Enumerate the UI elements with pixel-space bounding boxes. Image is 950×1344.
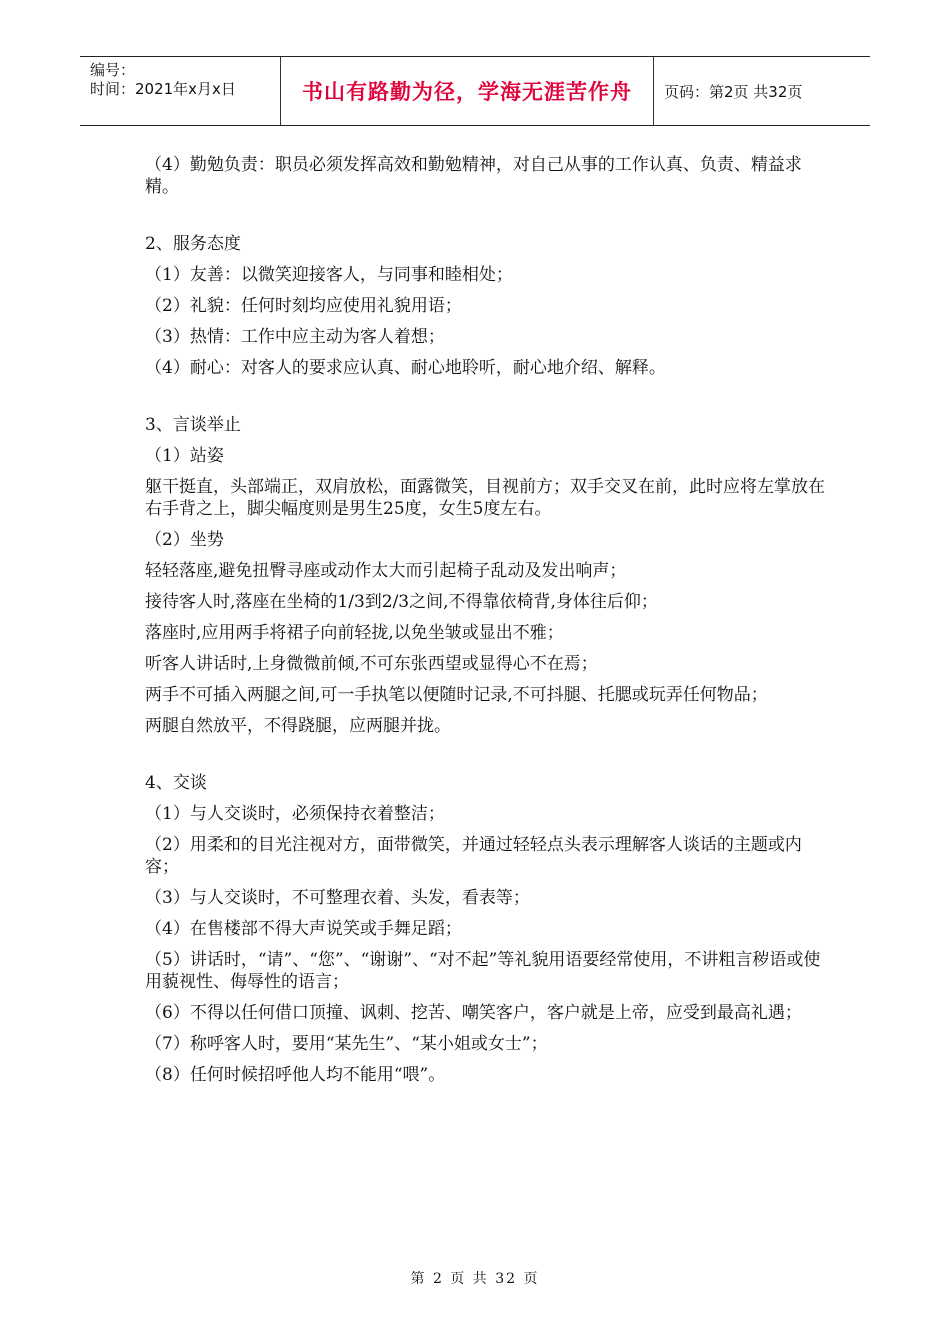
paragraph: （4）在售楼部不得大声说笑或手舞足蹈； — [145, 919, 462, 939]
paragraph: 躯干挺直，头部端正，双肩放松，面露微笑，目视前方；双手交叉在前，此时应将左掌放在右手背之上，脚尖幅度则是男生25度，女生5度左右。 — [145, 477, 825, 519]
subheading: （1）站姿 — [145, 446, 224, 466]
paragraph: （2）礼貌：任何时刻均应使用礼貌用语； — [145, 296, 462, 316]
paragraph: 接待客人时,落座在坐椅的1/3到2/3之间,不得靠依椅背,身体往后仰； — [145, 592, 658, 612]
paragraph: 两手不可插入两腿之间,可一手执笔以便随时记录,不可抖腿、托腮或玩弄任何物品； — [145, 685, 768, 705]
paragraph: 听客人讲话时,上身微微前倾,不可东张西望或显得心不在焉； — [145, 654, 598, 674]
motto-text: 书山有路勤为径，学海无涯苦作舟 — [302, 80, 632, 104]
header-page-info: 页码：第2页 共32页 — [664, 82, 803, 101]
page-footer: 第 2 页 共 32 页 — [410, 1271, 540, 1287]
section-heading: 2、服务态度 — [145, 234, 241, 254]
paragraph: 落座时,应用两手将裙子向前轻拢,以免坐皱或显出不雅； — [145, 623, 564, 643]
paragraph: （5）讲话时，“请”、“您”、“谢谢”、“对不起”等礼貌用语要经常使用，不讲粗言秽语或使用藐视性、侮辱性的语言； — [145, 950, 821, 992]
paragraph: （4）勤勉负责：职员必须发挥高效和勤勉精神，对自己从事的工作认真、负责、精益求精。 — [145, 155, 802, 197]
time-label: 时间：2021年x月x日 — [90, 80, 236, 98]
paragraph: （2）用柔和的目光注视对方，面带微笑，并通过轻轻点头表示理解客人谈话的主题或内容； — [145, 835, 802, 877]
paragraph: （7）称呼客人时，要用“某先生”、“某小姐或女士”； — [145, 1034, 548, 1054]
page-header — [80, 56, 870, 126]
paragraph: （3）热情：工作中应主动为客人着想； — [145, 327, 445, 347]
paragraph: （1）与人交谈时，必须保持衣着整洁； — [145, 804, 445, 824]
section-heading: 4、交谈 — [145, 773, 207, 793]
subheading: （2）坐势 — [145, 530, 224, 550]
paragraph: （1）友善：以微笑迎接客人，与同事和睦相处； — [145, 265, 513, 285]
paragraph: 轻轻落座,避免扭臀寻座或动作太大而引起椅子乱动及发出响声； — [145, 561, 627, 581]
header-motto — [281, 57, 654, 125]
paragraph: 两腿自然放平，不得跷腿，应两腿并拢。 — [145, 716, 451, 736]
paragraph: （8）任何时候招呼他人均不能用“喂”。 — [145, 1065, 446, 1085]
section-heading: 3、言谈举止 — [145, 415, 241, 435]
paragraph: （4）耐心：对客人的要求应认真、耐心地聆听，耐心地介绍、解释。 — [145, 358, 666, 378]
number-label: 编号： — [90, 61, 136, 79]
paragraph: （3）与人交谈时，不可整理衣着、头发，看表等； — [145, 888, 530, 908]
header-meta — [80, 57, 281, 125]
document-body — [145, 154, 835, 1086]
paragraph: （6）不得以任何借口顶撞、讽刺、挖苦、嘲笑客户，客户就是上帝，应受到最高礼遇； — [145, 1003, 802, 1023]
